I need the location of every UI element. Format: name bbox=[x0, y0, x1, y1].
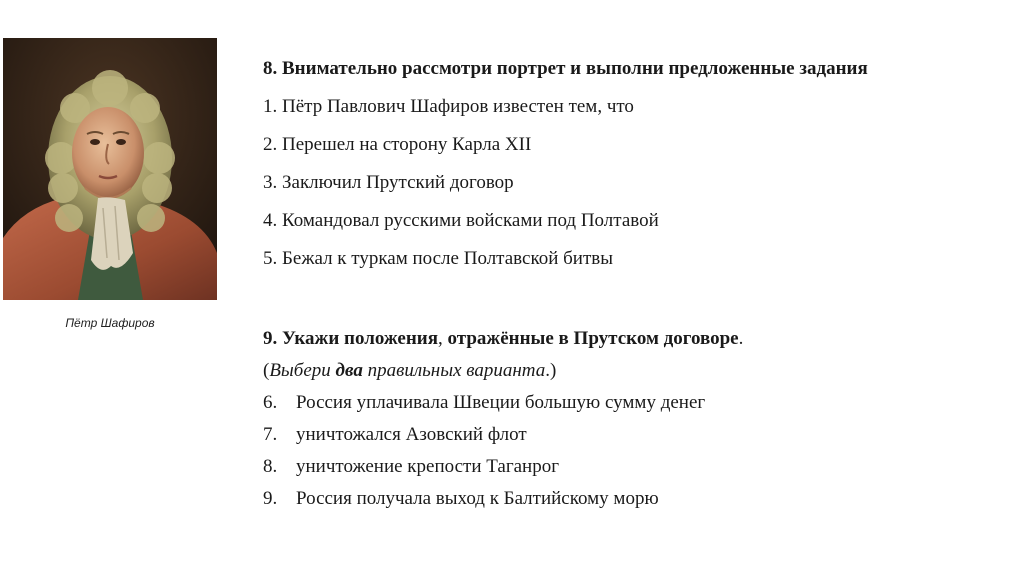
hint-open: ( bbox=[263, 360, 270, 381]
portrait-painting bbox=[3, 38, 217, 300]
question-8-line: 5. Бежал к туркам после Полтавской битвы bbox=[263, 248, 613, 269]
option-text: уничтожался Азовский флот bbox=[296, 424, 527, 445]
question-8-line: 1. Пётр Павлович Шафиров известен тем, что bbox=[263, 96, 634, 117]
question-8-line: 3. Заключил Прутский договор bbox=[263, 172, 514, 193]
question-9-option bbox=[263, 391, 1003, 415]
question-9-title bbox=[263, 327, 1003, 351]
option-number: 9. bbox=[263, 488, 278, 509]
option-number: 6. bbox=[263, 392, 278, 413]
question-9-title-bold: 9. Укажи положения bbox=[263, 328, 439, 349]
question-9-title-comma: , bbox=[438, 328, 443, 349]
option-number: 7. bbox=[263, 424, 278, 445]
question-8-line: 4. Командовал русскими войсками под Полтавой bbox=[263, 210, 659, 231]
question-8-title: 8. Внимательно рассмотри портрет и выполни предложенные задания bbox=[263, 58, 868, 79]
option-text: уничтожение крепости Таганрог bbox=[296, 456, 560, 477]
question-9-hint bbox=[263, 359, 1003, 383]
option-number: 8. bbox=[263, 456, 278, 477]
hint-close: .) bbox=[545, 360, 557, 381]
option-text: Россия получала выход к Балтийскому морю bbox=[296, 488, 659, 509]
portrait-caption: Пётр Шафиров bbox=[65, 316, 155, 330]
question-8-line: 2. Перешел на сторону Карла XII bbox=[263, 134, 532, 155]
option-text: Россия уплачивала Швеции большую сумму денег bbox=[296, 392, 706, 413]
question-8-block bbox=[263, 58, 1003, 286]
question-9-title-end: . bbox=[738, 328, 744, 349]
question-9-option bbox=[263, 455, 1003, 479]
question-9-option bbox=[263, 487, 1003, 511]
hint-pre: Выбери bbox=[269, 360, 336, 381]
hint-bold: два bbox=[335, 360, 363, 381]
question-9-block bbox=[263, 327, 1003, 519]
question-9-option bbox=[263, 423, 1003, 447]
portrait-image bbox=[3, 38, 217, 300]
question-9-title-bold-2: отражённые в Прутском договоре bbox=[442, 328, 739, 349]
hint-post: правильных варианта bbox=[362, 360, 546, 381]
